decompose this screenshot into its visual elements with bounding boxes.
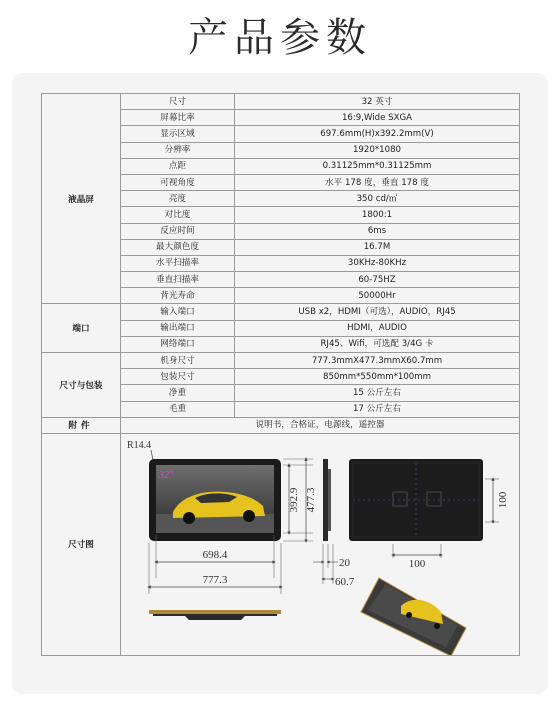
spec-value: RJ45、Wifi，可选配 3/4G 卡 — [235, 336, 520, 352]
bracket-offset-label: 20 — [339, 556, 350, 569]
spec-value: 60-75HZ — [235, 272, 520, 288]
page-title: 产品参数 — [188, 15, 372, 61]
group-ports: 端口 — [42, 304, 121, 353]
total-height-label: 477.3 — [305, 487, 317, 513]
total-width-label: 777.3 — [202, 573, 228, 586]
radius-label: R14.4 — [127, 439, 152, 451]
spec-value: 32 英寸 — [235, 94, 520, 110]
spec-value: 1920*1080 — [235, 142, 520, 158]
spec-value: 777.3mmX477.3mmX60.7mm — [235, 353, 520, 369]
spec-label: 包装尺寸 — [121, 369, 235, 385]
group-size-pack: 尺寸与包装 — [42, 353, 121, 418]
spec-value: 16.7M — [235, 239, 520, 255]
spec-label: 显示区域 — [121, 126, 235, 142]
vesa-vertical-label: 100 — [497, 491, 509, 509]
perspective-photo — [361, 578, 466, 655]
side-view — [313, 459, 355, 588]
spec-value: HDMI，AUDIO — [235, 320, 520, 336]
spec-label: 最大颜色度 — [121, 239, 235, 255]
spec-value: 0.31125mm*0.31125mm — [235, 158, 520, 174]
spec-label: 背光寿命 — [121, 288, 235, 304]
spec-label: 点距 — [121, 158, 235, 174]
spec-value: 15 公斤左右 — [235, 385, 520, 401]
spec-label: 反应时间 — [121, 223, 235, 239]
spec-label: 机身尺寸 — [121, 353, 235, 369]
back-view — [349, 459, 509, 570]
spec-value: 50000Hr — [235, 288, 520, 304]
spec-label: 输入端口 — [121, 304, 235, 320]
spec-label: 水平扫描率 — [121, 255, 235, 271]
spec-label: 可视角度 — [121, 174, 235, 190]
spec-value: 697.6mm(H)x392.2mm(V) — [235, 126, 520, 142]
group-fittings: 附件 — [42, 417, 121, 433]
dimension-drawing-cell — [121, 433, 520, 655]
fittings-value: 说明书，合格证，电源线，遥控器 — [121, 417, 520, 433]
spec-label: 分辨率 — [121, 142, 235, 158]
spec-label: 垂直扫描率 — [121, 272, 235, 288]
spec-value: 16:9,Wide SXGA — [235, 110, 520, 126]
spec-label: 亮度 — [121, 191, 235, 207]
spec-value: 1800:1 — [235, 207, 520, 223]
screen-size-label: 32″ — [159, 469, 174, 481]
spec-label: 网络端口 — [121, 336, 235, 352]
spec-value: 850mm*550mm*100mm — [235, 369, 520, 385]
spec-value: 水平 178 度，垂直 178 度 — [235, 174, 520, 190]
spec-label: 输出端口 — [121, 320, 235, 336]
spec-label: 净重 — [121, 385, 235, 401]
display-height-label: 392.9 — [288, 487, 300, 513]
dimension-drawing — [121, 434, 519, 655]
display-width-label: 698.4 — [202, 548, 228, 561]
spec-table — [41, 93, 520, 656]
spec-label: 毛重 — [121, 401, 235, 417]
group-lcd: 液晶屏 — [42, 94, 121, 304]
spec-value: USB x2，HDMI（可选），AUDIO，RJ45 — [235, 304, 520, 320]
spec-value: 350 cd/㎡ — [235, 191, 520, 207]
depth-label: 60.7 — [335, 575, 355, 588]
spec-label: 对比度 — [121, 207, 235, 223]
spec-label: 屏幕比率 — [121, 110, 235, 126]
vesa-horizontal-label: 100 — [408, 557, 426, 570]
group-dimension: 尺寸图 — [42, 433, 121, 655]
spec-value: 30KHz-80KHz — [235, 255, 520, 271]
spec-value: 6ms — [235, 223, 520, 239]
top-view — [149, 610, 281, 620]
front-view — [149, 459, 281, 541]
spec-value: 17 公斤左右 — [235, 401, 520, 417]
spec-label: 尺寸 — [121, 94, 235, 110]
